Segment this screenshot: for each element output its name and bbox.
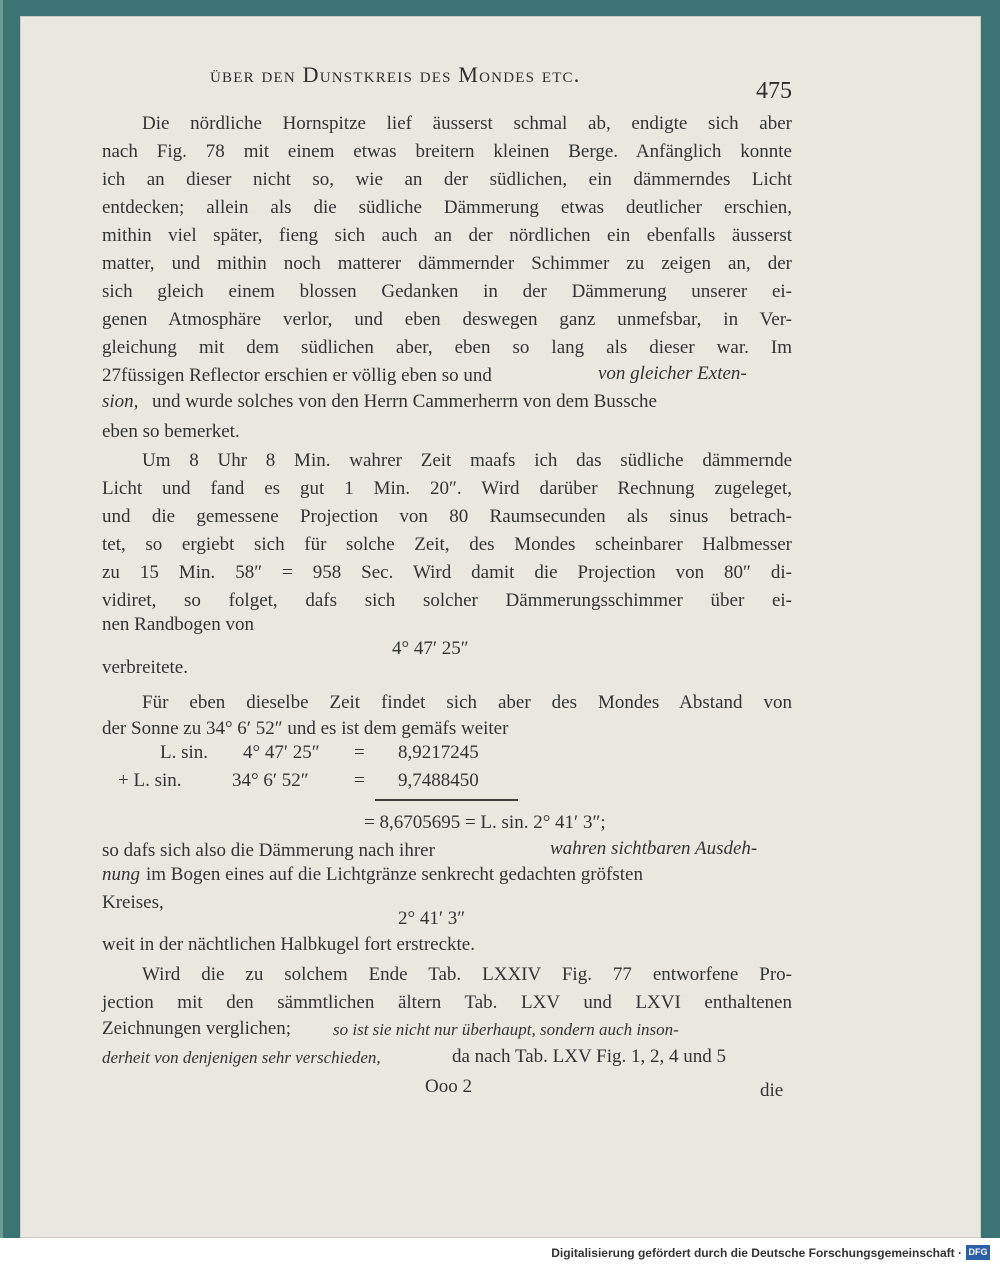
text-line: mithin viel später, fieng sich auch an der nördlichen ein ebenfalls äusserst xyxy=(102,225,792,246)
text-line: Um 8 Uhr 8 Min. wahrer Zeit maafs ich das südliche dämmernde xyxy=(142,450,792,471)
italic-text: nung xyxy=(102,864,140,885)
italic-text: derheit von denjenigen sehr verschieden, xyxy=(102,1048,381,1067)
text-line: Wird die zu solchem Ende Tab. LXXIV Fig. 77 entworfene Pro- xyxy=(142,964,792,985)
text-line: eben so bemerket. xyxy=(102,421,240,442)
sum-rule xyxy=(375,799,518,801)
text-line: im Bogen eines auf die Lichtgränze senkrecht gedachten gröfsten xyxy=(146,864,643,885)
text-line: Licht und fand es gut 1 Min. 20″. Wird darüber Rechnung zugeleget, xyxy=(102,478,792,499)
calc-angle: 4° 47′ 25″ xyxy=(243,742,320,763)
formula: 4° 47′ 25″ xyxy=(392,638,469,659)
text-line: vidiret, so folget, dafs sich solcher Dämmerungsschimmer über ei- xyxy=(102,590,792,611)
italic-text: von gleicher Exten- xyxy=(598,363,747,384)
formula: 2° 41′ 3″ xyxy=(398,908,466,929)
calc-value: 9,7488450 xyxy=(398,770,479,791)
text-line: gleichung mit dem südlichen aber, eben so lang als dieser war. Im xyxy=(102,337,792,358)
calc-label: L. sin. xyxy=(160,742,209,763)
text-line: Die nördliche Hornspitze lief äusserst schmal ab, endigte sich aber xyxy=(142,113,792,134)
text-line: Zeichnungen verglichen; xyxy=(102,1018,292,1039)
page-number: 475 xyxy=(756,78,792,104)
calc-equals: = xyxy=(354,742,365,763)
calc-equals: = xyxy=(354,770,365,791)
calc-angle: 34° 6′ 52″ xyxy=(232,770,309,791)
text-line: und die gemessene Projection von 80 Raumsecunden als sinus betrach- xyxy=(102,506,792,527)
text-line: verbreitete. xyxy=(102,657,188,678)
text-line: sich gleich einem blossen Gedanken in der Dämmerung unserer ei- xyxy=(102,281,792,302)
dfg-logo-icon: DFG xyxy=(966,1245,990,1260)
text-line: und wurde solches von den Herrn Cammerherrn von dem Bussche xyxy=(152,391,657,412)
italic-text: wahren sichtbaren Ausdeh- xyxy=(550,838,758,859)
text-line: genen Atmosphäre verlor, und eben deswegen ganz unmefsbar, in Ver- xyxy=(102,309,792,330)
text-line: weit in der nächtlichen Halbkugel fort erstreckte. xyxy=(102,934,475,955)
calc-result: = 8,6705695 = L. sin. 2° 41′ 3″; xyxy=(364,812,606,833)
catchword: die xyxy=(760,1080,784,1101)
text-line: tet, so ergiebt sich für solche Zeit, des Mondes scheinbarer Halbmesser xyxy=(102,534,792,555)
text-line: Für eben dieselbe Zeit findet sich aber des Mondes Abstand von xyxy=(142,692,792,713)
text-line: jection mit den sämmtlichen ältern Tab. LXV und LXVI enthaltenen xyxy=(102,992,792,1013)
left-border xyxy=(0,0,3,1268)
text-line: entdecken; allein als die südliche Dämmerung etwas deutlicher erschien, xyxy=(102,197,792,218)
text-line: matter, und mithin noch matterer dämmernder Schimmer zu zeigen an, der xyxy=(102,253,792,274)
italic-text: so ist sie nicht nur überhaupt, sondern auch inson- xyxy=(333,1020,679,1039)
text-line: 27füssigen Reflector erschien er völlig eben so und xyxy=(102,365,492,386)
text-line: Kreises, xyxy=(102,892,164,913)
text-line: so dafs sich also die Dämmerung nach ihrer xyxy=(102,840,435,861)
signature-mark: Ooo 2 xyxy=(425,1076,472,1097)
text-line: da nach Tab. LXV Fig. 1, 2, 4 und 5 xyxy=(452,1046,726,1067)
text-line: nach Fig. 78 mit einem etwas breitern kleinen Berge. Anfänglich konnte xyxy=(102,141,792,162)
text-line: der Sonne zu 34° 6′ 52″ und es ist dem gemäfs weiter xyxy=(102,718,509,739)
text-line: nen Randbogen von xyxy=(102,614,254,635)
running-header: über den Dunstkreis des Mondes etc. xyxy=(210,62,581,87)
text-line: ich an dieser nicht so, wie an der südlichen, ein dämmerndes Licht xyxy=(102,169,792,190)
text-line: zu 15 Min. 58″ = 958 Sec. Wird damit die Projection von 80″ di- xyxy=(102,562,792,583)
footer-credit: Digitalisierung gefördert durch die Deutsche Forschungsgemeinschaft · xyxy=(551,1246,962,1260)
calc-value: 8,9217245 xyxy=(398,742,479,763)
italic-text: sion, xyxy=(102,391,139,412)
calc-label: + L. sin. xyxy=(118,770,182,791)
